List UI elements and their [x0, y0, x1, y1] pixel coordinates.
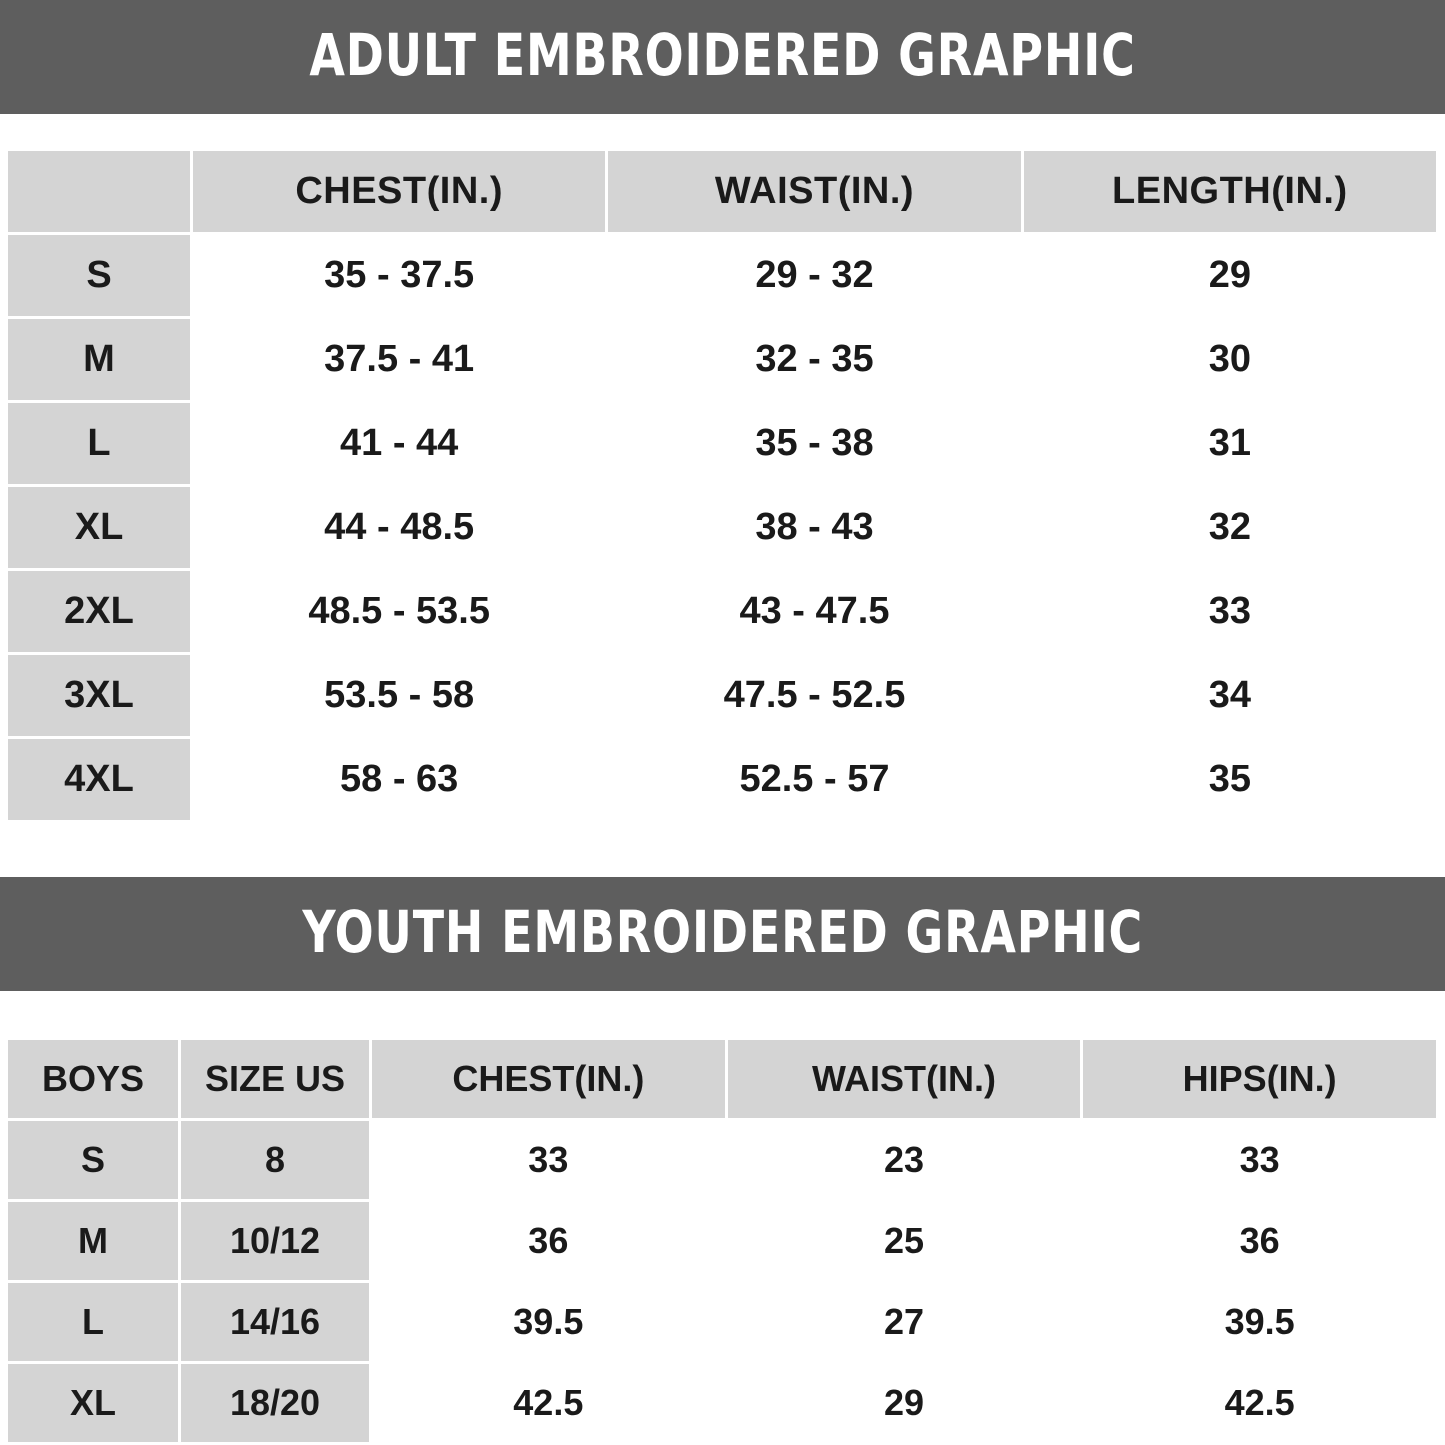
adult-length-value: 34 — [1022, 654, 1437, 738]
adult-header-chest: CHEST(IN.) — [192, 150, 607, 234]
table-row — [7, 570, 1438, 654]
adult-section-title: ADULT EMBROIDERED GRAPHIC — [309, 21, 1136, 89]
table-row — [7, 402, 1438, 486]
youth-size-label: M — [7, 1200, 180, 1281]
youth-chest-value: 42.5 — [371, 1362, 727, 1443]
youth-us-size: 14/16 — [180, 1281, 371, 1362]
adult-header-corner — [7, 150, 192, 234]
youth-chest-value: 33 — [371, 1119, 727, 1200]
youth-table-head — [7, 1038, 1438, 1119]
spacer-after-adult-banner — [0, 114, 1445, 148]
adult-chest-value: 41 - 44 — [192, 402, 607, 486]
youth-header-boys: BOYS — [7, 1038, 180, 1119]
adult-length-value: 29 — [1022, 234, 1437, 318]
adult-size-table — [5, 148, 1439, 823]
adult-header-length: LENGTH(IN.) — [1022, 150, 1437, 234]
youth-section-title: YOUTH EMBROIDERED GRAPHIC — [302, 898, 1143, 967]
adult-table-head — [7, 150, 1438, 234]
youth-hips-value: 33 — [1082, 1119, 1438, 1200]
table-row — [7, 1281, 1438, 1362]
adult-chest-value: 35 - 37.5 — [192, 234, 607, 318]
youth-hips-value: 39.5 — [1082, 1281, 1438, 1362]
table-row — [7, 318, 1438, 402]
adult-chest-value: 37.5 - 41 — [192, 318, 607, 402]
adult-waist-value: 43 - 47.5 — [607, 570, 1022, 654]
adult-header-row — [7, 150, 1438, 234]
adult-size-label: M — [7, 318, 192, 402]
youth-header-hips: HIPS(IN.) — [1082, 1038, 1438, 1119]
adult-length-value: 35 — [1022, 738, 1437, 822]
adult-waist-value: 47.5 - 52.5 — [607, 654, 1022, 738]
youth-header-waist: WAIST(IN.) — [726, 1038, 1082, 1119]
table-row — [7, 1119, 1438, 1200]
adult-length-value: 30 — [1022, 318, 1437, 402]
spacer-after-youth-banner — [0, 991, 1445, 1037]
youth-chest-value: 39.5 — [371, 1281, 727, 1362]
adult-size-label: S — [7, 234, 192, 318]
adult-length-value: 31 — [1022, 402, 1437, 486]
adult-chest-value: 44 - 48.5 — [192, 486, 607, 570]
adult-waist-value: 38 - 43 — [607, 486, 1022, 570]
youth-size-label: XL — [7, 1362, 180, 1443]
adult-chest-value: 48.5 - 53.5 — [192, 570, 607, 654]
adult-header-waist: WAIST(IN.) — [607, 150, 1022, 234]
table-row — [7, 738, 1438, 822]
adult-table-body — [7, 234, 1438, 822]
youth-table-body — [7, 1119, 1438, 1443]
youth-us-size: 10/12 — [180, 1200, 371, 1281]
youth-chest-value: 36 — [371, 1200, 727, 1281]
youth-us-size: 18/20 — [180, 1362, 371, 1443]
adult-section-banner — [0, 0, 1445, 114]
youth-waist-value: 23 — [726, 1119, 1082, 1200]
adult-chest-value: 53.5 - 58 — [192, 654, 607, 738]
adult-length-value: 33 — [1022, 570, 1437, 654]
adult-size-label: XL — [7, 486, 192, 570]
adult-size-label: 4XL — [7, 738, 192, 822]
adult-size-label: 2XL — [7, 570, 192, 654]
youth-waist-value: 29 — [726, 1362, 1082, 1443]
adult-length-value: 32 — [1022, 486, 1437, 570]
youth-header-size-us: SIZE US — [180, 1038, 371, 1119]
table-row — [7, 654, 1438, 738]
adult-waist-value: 29 - 32 — [607, 234, 1022, 318]
table-row — [7, 234, 1438, 318]
youth-waist-value: 27 — [726, 1281, 1082, 1362]
spacer-between-sections — [0, 823, 1445, 877]
adult-size-label: 3XL — [7, 654, 192, 738]
youth-section-banner — [0, 877, 1445, 991]
youth-size-table — [5, 1037, 1439, 1445]
adult-waist-value: 52.5 - 57 — [607, 738, 1022, 822]
adult-waist-value: 32 - 35 — [607, 318, 1022, 402]
table-row — [7, 1200, 1438, 1281]
youth-header-chest: CHEST(IN.) — [371, 1038, 727, 1119]
table-row — [7, 486, 1438, 570]
youth-size-label: S — [7, 1119, 180, 1200]
youth-waist-value: 25 — [726, 1200, 1082, 1281]
youth-size-label: L — [7, 1281, 180, 1362]
youth-hips-value: 36 — [1082, 1200, 1438, 1281]
adult-chest-value: 58 - 63 — [192, 738, 607, 822]
youth-header-row — [7, 1038, 1438, 1119]
adult-size-label: L — [7, 402, 192, 486]
youth-us-size: 8 — [180, 1119, 371, 1200]
adult-waist-value: 35 - 38 — [607, 402, 1022, 486]
youth-hips-value: 42.5 — [1082, 1362, 1438, 1443]
table-row — [7, 1362, 1438, 1443]
